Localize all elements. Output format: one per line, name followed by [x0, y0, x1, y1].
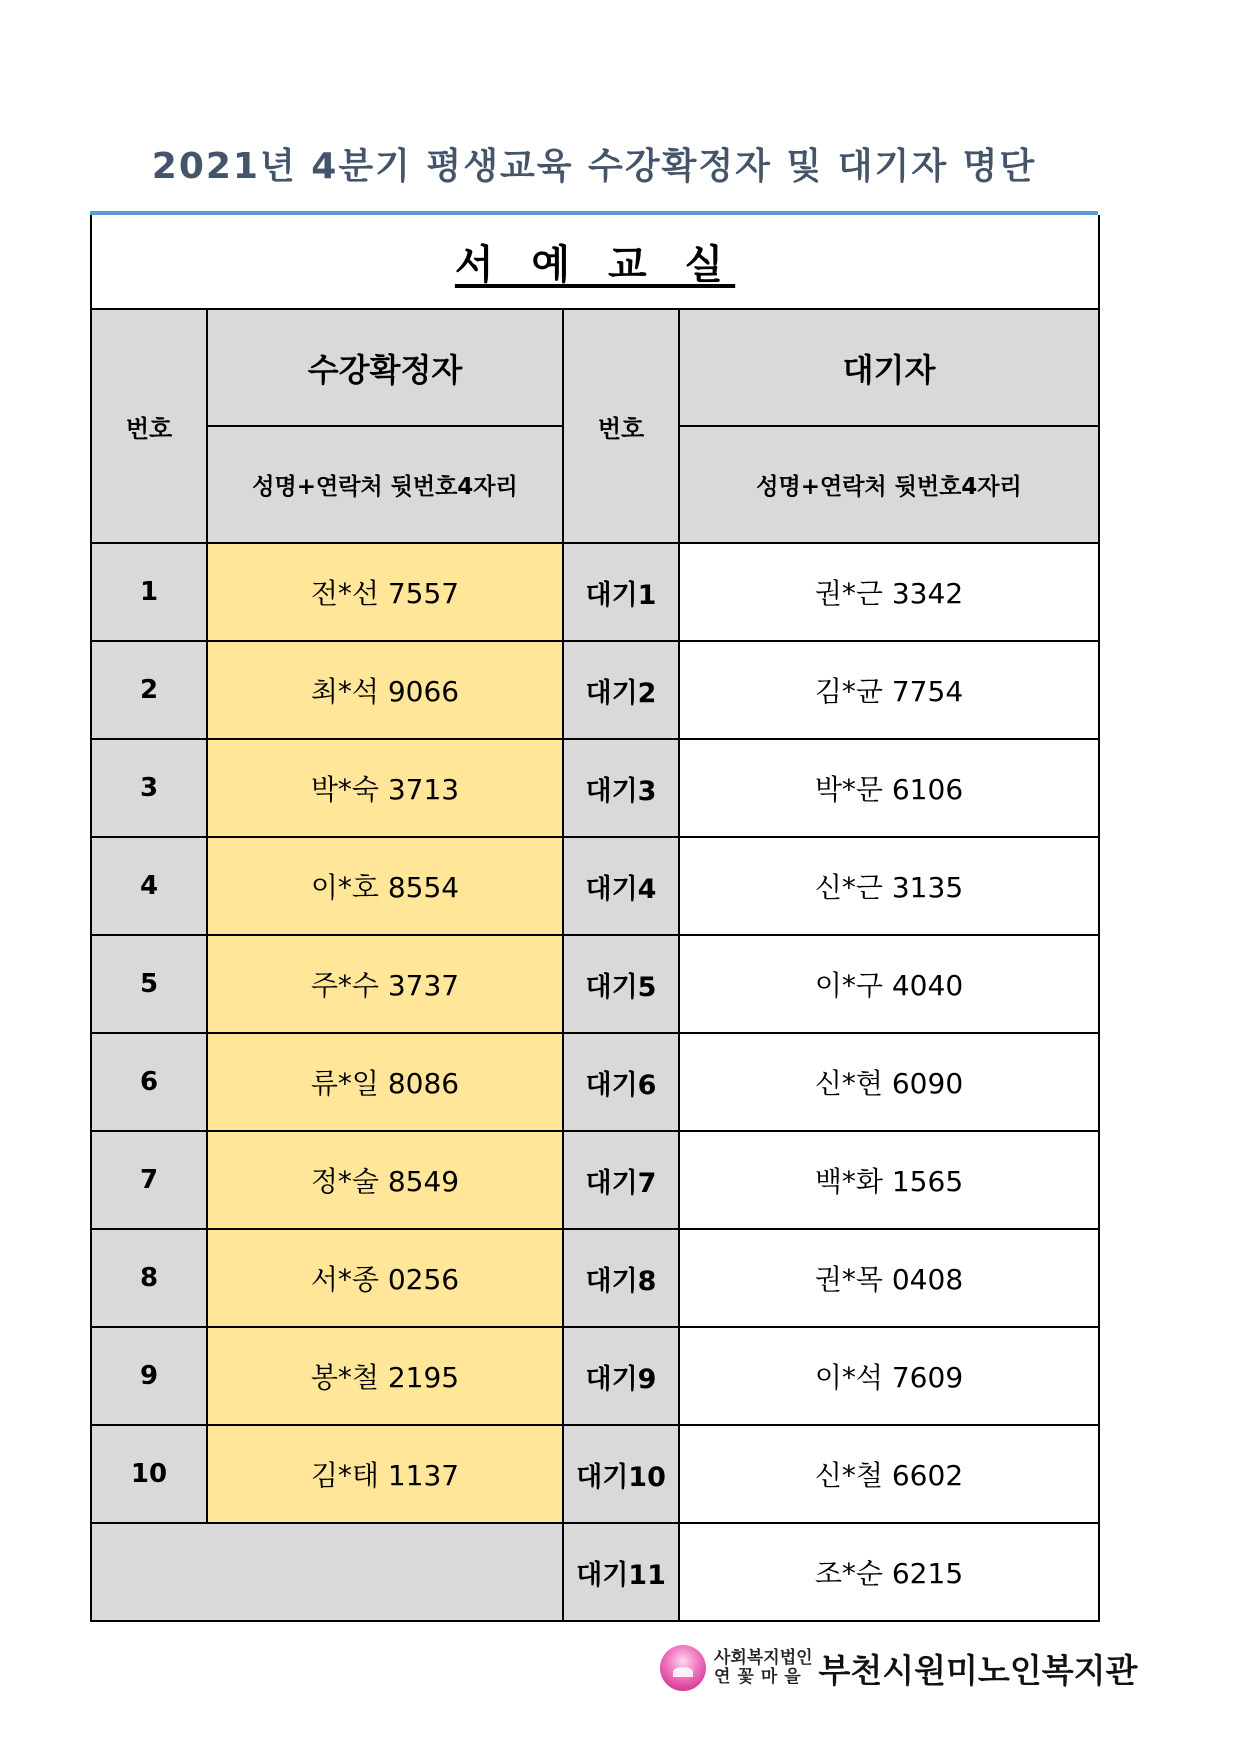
wait-number-cell: 대기2	[563, 641, 679, 739]
confirmed-cell: 봉*철 2195	[207, 1327, 563, 1425]
waitlist-cell: 박*문 6106	[679, 739, 1099, 837]
confirmed-cell: 김*태 1137	[207, 1425, 563, 1523]
waitlist-cell: 이*구 4040	[679, 935, 1099, 1033]
number-cell: 7	[91, 1131, 207, 1229]
waitlist-cell: 권*목 0408	[679, 1229, 1099, 1327]
number-cell: 3	[91, 739, 207, 837]
document-title: 2021년 4분기 평생교육 수강확정자 및 대기자 명단	[151, 146, 1037, 187]
confirmed-cell: 서*종 0256	[207, 1229, 563, 1327]
waitlist-cell: 신*철 6602	[679, 1425, 1099, 1523]
wait-number-cell: 대기5	[563, 935, 679, 1033]
wait-number-cell: 대기10	[563, 1425, 679, 1523]
header-waitlist: 대기자	[679, 309, 1099, 426]
number-cell: 5	[91, 935, 207, 1033]
class-name-cell	[91, 215, 1099, 309]
wait-number-cell: 대기3	[563, 739, 679, 837]
number-cell: 8	[91, 1229, 207, 1327]
wait-number-cell: 대기8	[563, 1229, 679, 1327]
header-confirmed: 수강확정자	[207, 309, 563, 426]
roster-body	[91, 543, 1099, 1523]
org-name: 부천시원미노인복지관	[818, 1650, 1138, 1690]
confirmed-cell: 정*술 8549	[207, 1131, 563, 1229]
wait-number-cell: 대기6	[563, 1033, 679, 1131]
roster-table	[90, 215, 1100, 1622]
confirmed-cell: 이*호 8554	[207, 837, 563, 935]
lotus-icon	[660, 1645, 706, 1691]
waitlist-cell: 신*현 6090	[679, 1033, 1099, 1131]
number-cell: 6	[91, 1033, 207, 1131]
wait-number-cell: 대기11	[563, 1523, 679, 1621]
table-row	[91, 1327, 1099, 1425]
waitlist-cell: 조*순 6215	[679, 1523, 1099, 1621]
org-type: 사회복지법인	[714, 1648, 813, 1668]
number-cell: 2	[91, 641, 207, 739]
confirmed-cell: 박*숙 3713	[207, 739, 563, 837]
header-confirmed-sub: 성명+연락처 뒷번호4자리	[207, 426, 563, 543]
wait-number-cell: 대기7	[563, 1131, 679, 1229]
number-cell: 1	[91, 543, 207, 641]
wait-number-cell: 대기9	[563, 1327, 679, 1425]
number-cell: 4	[91, 837, 207, 935]
confirmed-cell: 최*석 9066	[207, 641, 563, 739]
empty-cell	[91, 1523, 563, 1621]
table-row	[91, 641, 1099, 739]
table-row	[91, 543, 1099, 641]
header-waitlist-sub: 성명+연락처 뒷번호4자리	[679, 426, 1099, 543]
table-row	[91, 935, 1099, 1033]
waitlist-cell: 백*화 1565	[679, 1131, 1099, 1229]
waitlist-cell: 신*근 3135	[679, 837, 1099, 935]
table-row	[91, 1229, 1099, 1327]
table-row	[91, 1131, 1099, 1229]
table-row	[91, 1425, 1099, 1523]
waitlist-cell: 이*석 7609	[679, 1327, 1099, 1425]
header-wait-number: 번호	[563, 309, 679, 543]
header-number: 번호	[91, 309, 207, 543]
table-row	[91, 1033, 1099, 1131]
number-cell: 9	[91, 1327, 207, 1425]
org-subtitle	[714, 1649, 813, 1687]
table-row	[91, 739, 1099, 837]
table-row	[91, 837, 1099, 935]
number-cell: 10	[91, 1425, 207, 1523]
confirmed-cell: 류*일 8086	[207, 1033, 563, 1131]
class-name: 서 예 교 실	[454, 242, 736, 288]
wait-number-cell: 대기4	[563, 837, 679, 935]
confirmed-cell: 주*수 3737	[207, 935, 563, 1033]
org-group: 연꽃마을	[714, 1667, 808, 1687]
waitlist-cell: 김*균 7754	[679, 641, 1099, 739]
org-logo	[660, 1640, 1137, 1696]
confirmed-cell: 전*선 7557	[207, 543, 563, 641]
wait-number-cell: 대기1	[563, 543, 679, 641]
waitlist-cell: 권*근 3342	[679, 543, 1099, 641]
